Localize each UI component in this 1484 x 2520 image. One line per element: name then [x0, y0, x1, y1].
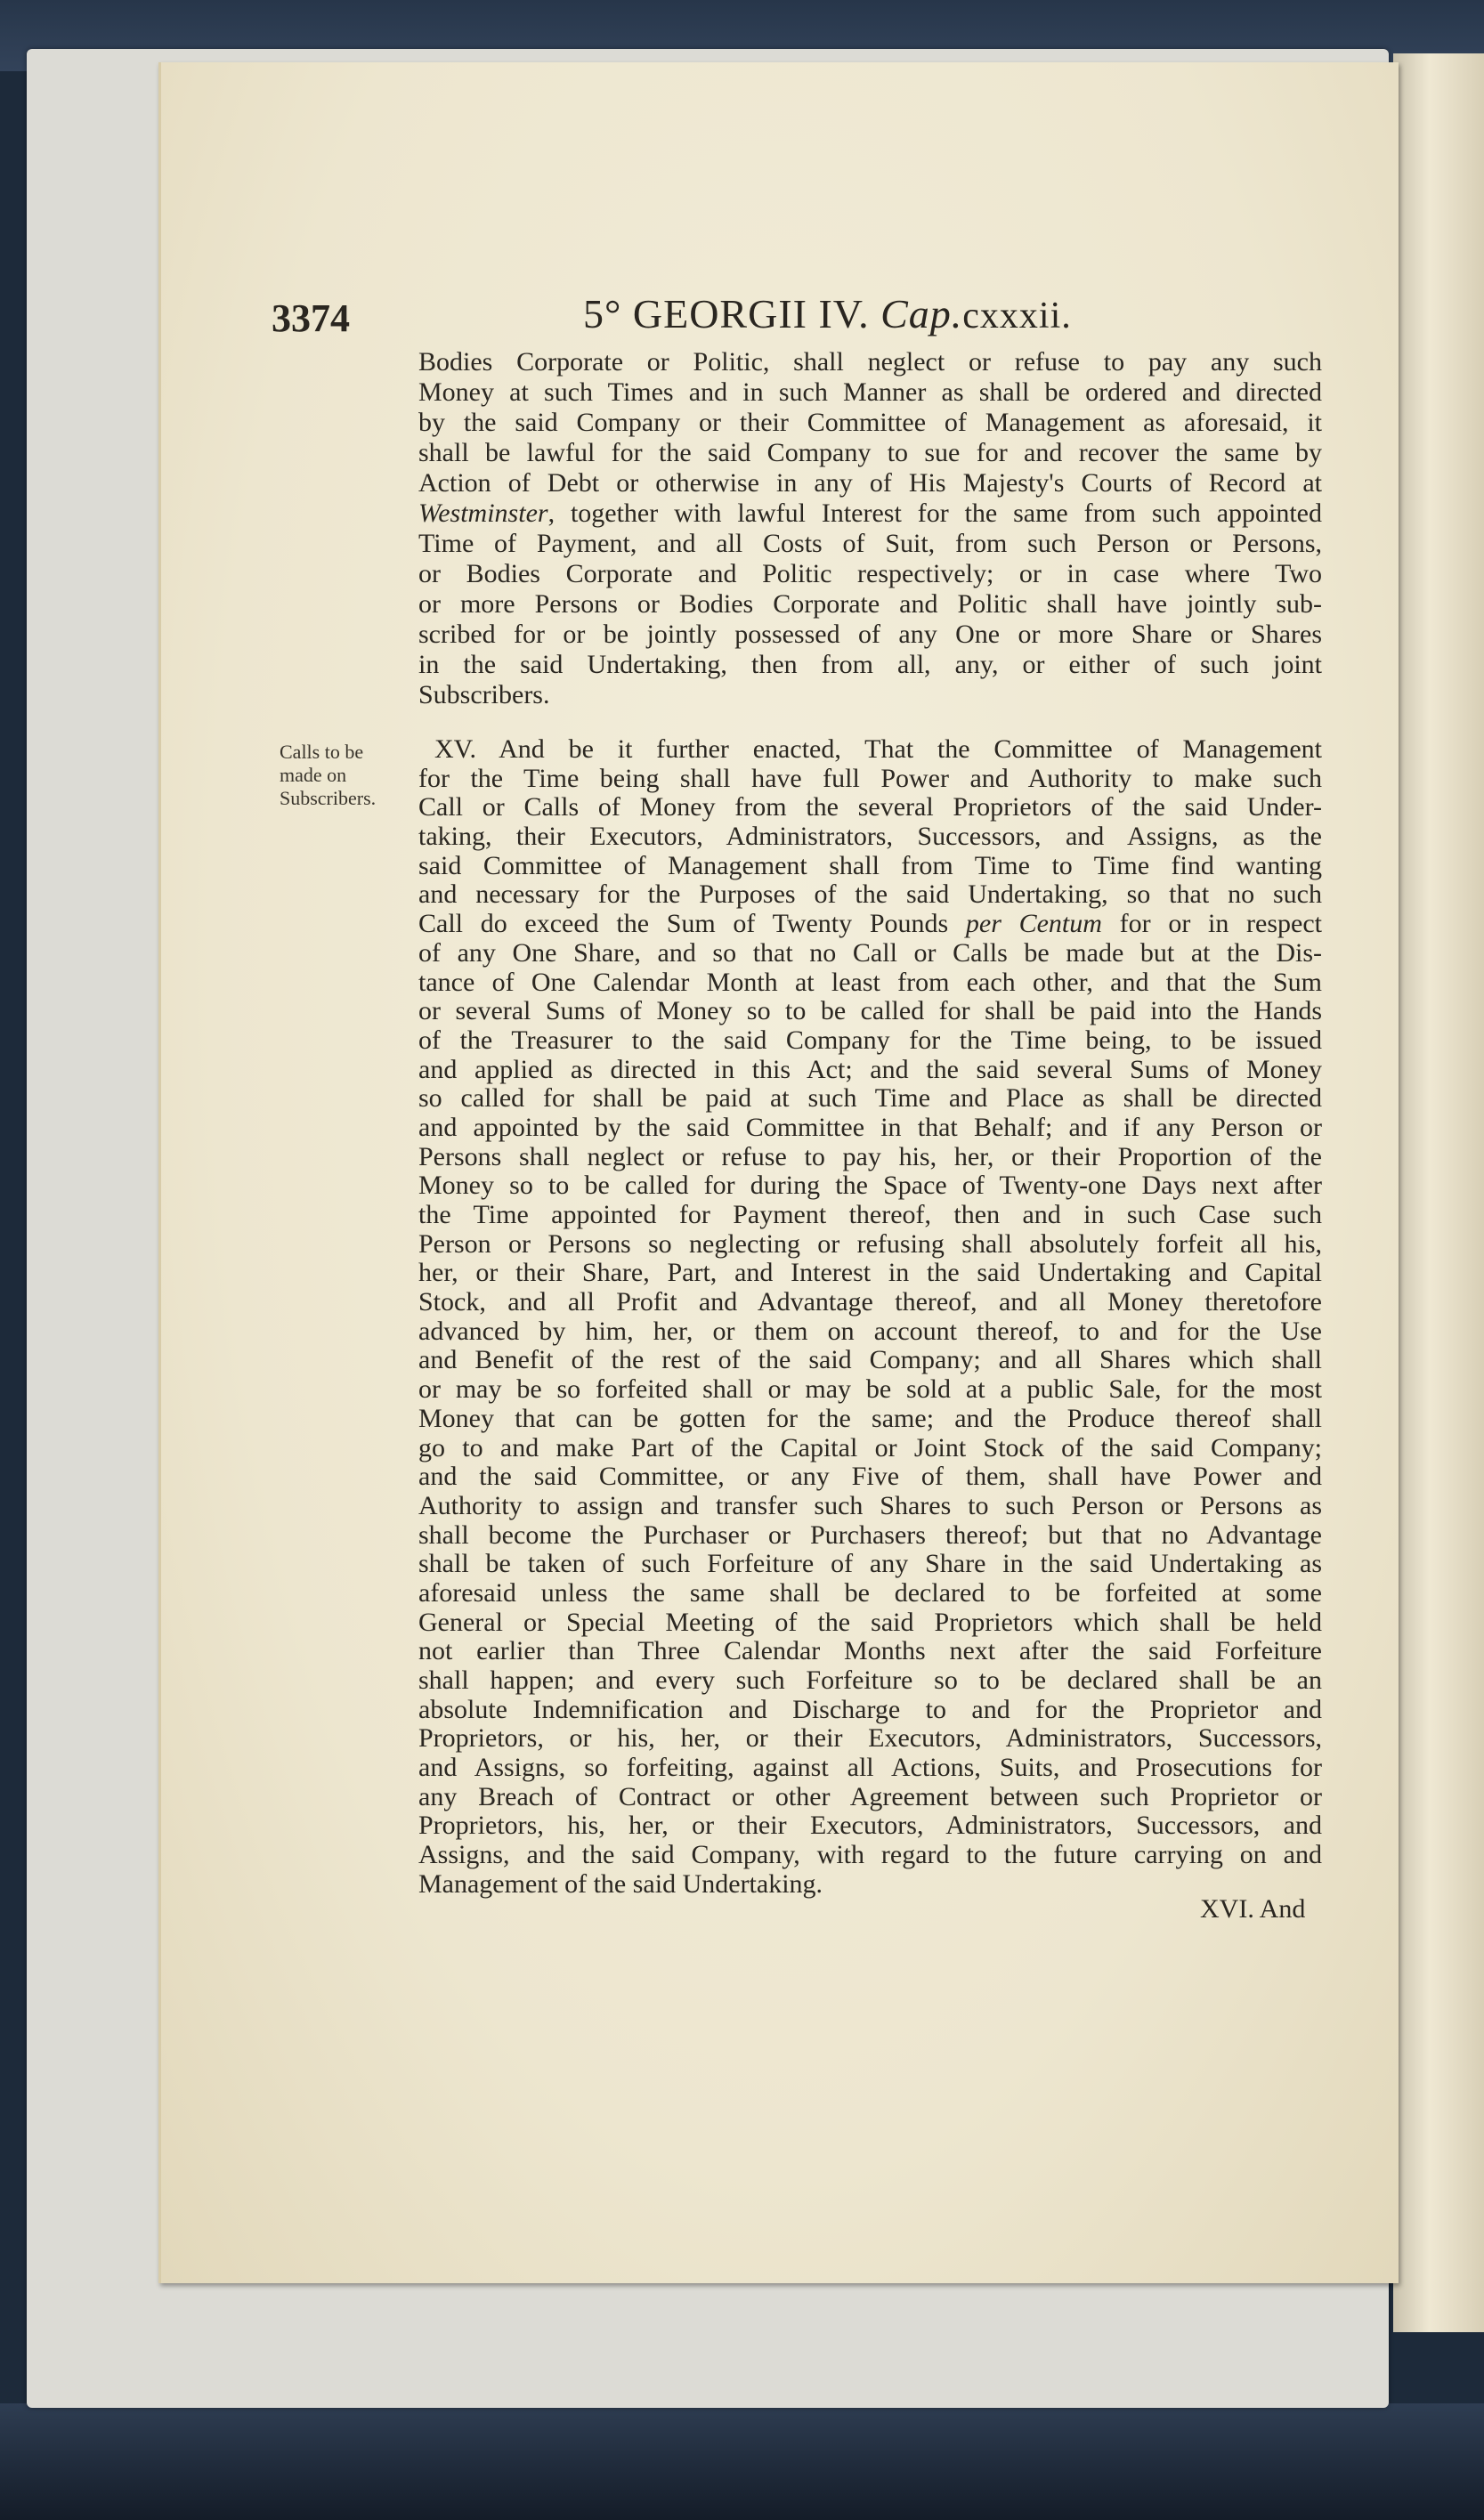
- text-line: or may be so forfeited shall or may be sold at a public Sale, for the most: [418, 1375, 1322, 1405]
- text-line: and the said Committee, or any Five of them, shall have Power and: [418, 1463, 1322, 1492]
- text-line: Persons shall neglect or refuse to pay his, her, or their Proportion of the: [418, 1142, 1322, 1171]
- text-line: go to and make Part of the Capital or Joint Stock of the said Company;: [418, 1433, 1322, 1463]
- text-line: absolute Indemnification and Discharge to and for the Proprietor and: [418, 1695, 1322, 1724]
- text-line: General or Special Meeting of the said Proprietors which shall be held: [418, 1608, 1322, 1637]
- text-line: XV. And be it further enacted, That the Committee of Management: [434, 735, 1322, 764]
- text-line: of the Treasurer to the said Company for the Time being, to be issued: [418, 1025, 1322, 1055]
- text-line: Proprietors, or his, her, or their Executors, Administrators, Successors,: [418, 1724, 1322, 1754]
- text-line: Time of Payment, and all Costs of Suit, from such Person or Persons,: [418, 529, 1322, 558]
- text-line: the Time appointed for Payment thereof, then and in such Case such: [418, 1201, 1322, 1229]
- text-line: any Breach of Contract or other Agreement between such Proprietor or: [418, 1782, 1322, 1811]
- text-line: not earlier than Three Calendar Months next after the said Forfeiture: [418, 1637, 1322, 1666]
- cap-number: cxxxii.: [962, 296, 1072, 336]
- continuation-paragraph: [418, 347, 1322, 710]
- page-number: 3374: [272, 296, 350, 340]
- section-xv-paragraph: [418, 735, 1322, 1900]
- text-line: or Bodies Corporate and Politic respectively; or in case where Two: [418, 559, 1322, 588]
- text-line: Person or Persons so neglecting or refusing shall absolutely forfeit all his,: [418, 1229, 1322, 1259]
- cap-label: Cap.: [880, 291, 963, 336]
- text-line: Call or Calls of Money from the several Proprietors of the said Under-: [418, 793, 1322, 822]
- text-line: aforesaid unless the same shall be declared to be forfeited at some: [418, 1578, 1322, 1608]
- margin-note: [280, 741, 376, 810]
- text-line: for the Time being shall have full Power and Authority to make such: [418, 764, 1322, 793]
- italic-phrase: Westminster: [418, 498, 548, 528]
- text-line: Action of Debt or otherwise in any of His Majesty's Courts of Record at: [418, 468, 1322, 498]
- text-line: shall be lawful for the said Company to sue for and recover the same by: [418, 438, 1322, 467]
- text-line: Stock, and all Profit and Advantage thereof, and all Money theretofore: [418, 1288, 1322, 1317]
- text-line: Authority to assign and transfer such Shares to such Person or Persons as: [418, 1491, 1322, 1520]
- text-line: advanced by him, her, or them on account thereof, to and for the Use: [418, 1317, 1322, 1346]
- text-line: Assigns, and the said Company, with regard to the future carrying on and: [418, 1841, 1322, 1870]
- text-line: Management of the said Undertaking.: [418, 1869, 823, 1899]
- text-line: Call do exceed the Sum of Twenty Pounds per Centum for or in respect: [418, 910, 1322, 939]
- text-line: by the said Company or their Committee of Management as aforesaid, it: [418, 408, 1322, 437]
- book-cover-bottom: [0, 2403, 1484, 2520]
- text-line: or several Sums of Money so to be called for shall be paid into the Hands: [418, 997, 1322, 1026]
- text-line: Money at such Times and in such Manner as shall be ordered and directed: [418, 377, 1322, 407]
- text-line: shall happen; and every such Forfeiture so to be declared shall be an: [418, 1666, 1322, 1695]
- text-line: shall become the Purchaser or Purchasers thereof; but that no Advantage: [418, 1520, 1322, 1550]
- text-line: Subscribers.: [418, 680, 550, 709]
- text-line: and appointed by the said Committee in that Behalf; and if any Person or: [418, 1113, 1322, 1142]
- text-line: and Assigns, so forfeiting, against all Actions, Suits, and Prosecutions for: [418, 1754, 1322, 1783]
- page-edges: [1393, 53, 1484, 2332]
- regnal-year: 5° GEORGII IV.: [583, 291, 870, 336]
- text-line: Money that can be gotten for the same; and the Produce thereof shall: [418, 1404, 1322, 1433]
- text-line: of any One Share, and so that no Call or Calls be made but at the Dis-: [418, 938, 1322, 968]
- text-line: scribed for or be jointly possessed of any One or more Share or Shares: [418, 620, 1322, 649]
- text-line: said Committee of Management shall from Time to Time find wanting: [418, 851, 1322, 880]
- text-line: Proprietors, his, her, or their Executors, Administrators, Successors, and: [418, 1811, 1322, 1841]
- text-line: her, or their Share, Part, and Interest in the said Undertaking and Capital: [418, 1259, 1322, 1288]
- text-line: and necessary for the Purposes of the said Undertaking, so that no such: [418, 880, 1322, 910]
- running-head: [583, 290, 1072, 337]
- catchword: XVI. And: [1200, 1894, 1306, 1924]
- text-line: and applied as directed in this Act; and the said several Sums of Money: [418, 1055, 1322, 1084]
- text-line: taking, their Executors, Administrators, Successors, and Assigns, as the: [418, 822, 1322, 852]
- margin-note-line: Calls to be: [280, 741, 364, 763]
- text-line: Money so to be called for during the Space of Twenty-one Days next after: [418, 1171, 1322, 1201]
- text-line: in the said Undertaking, then from all, any, or either of such joint: [418, 650, 1322, 679]
- text-line: tance of One Calendar Month at least from each other, and that the Sum: [418, 968, 1322, 997]
- italic-phrase: per Centum: [965, 910, 1102, 939]
- margin-note-line: made on: [280, 764, 347, 786]
- text-line: Westminster, together with lawful Interest for the same from such appointed: [418, 498, 1322, 528]
- margin-note-line: Subscribers.: [280, 787, 377, 809]
- text-line: and Benefit of the rest of the said Company; and all Shares which shall: [418, 1346, 1322, 1375]
- text-line: shall be taken of such Forfeiture of any Share in the said Undertaking as: [418, 1550, 1322, 1579]
- text-line: or more Persons or Bodies Corporate and Politic shall have jointly sub-: [418, 589, 1322, 619]
- text-line: Bodies Corporate or Politic, shall neglect or refuse to pay any such: [418, 347, 1322, 377]
- text-line: so called for shall be paid at such Time and Place as shall be directed: [418, 1084, 1322, 1114]
